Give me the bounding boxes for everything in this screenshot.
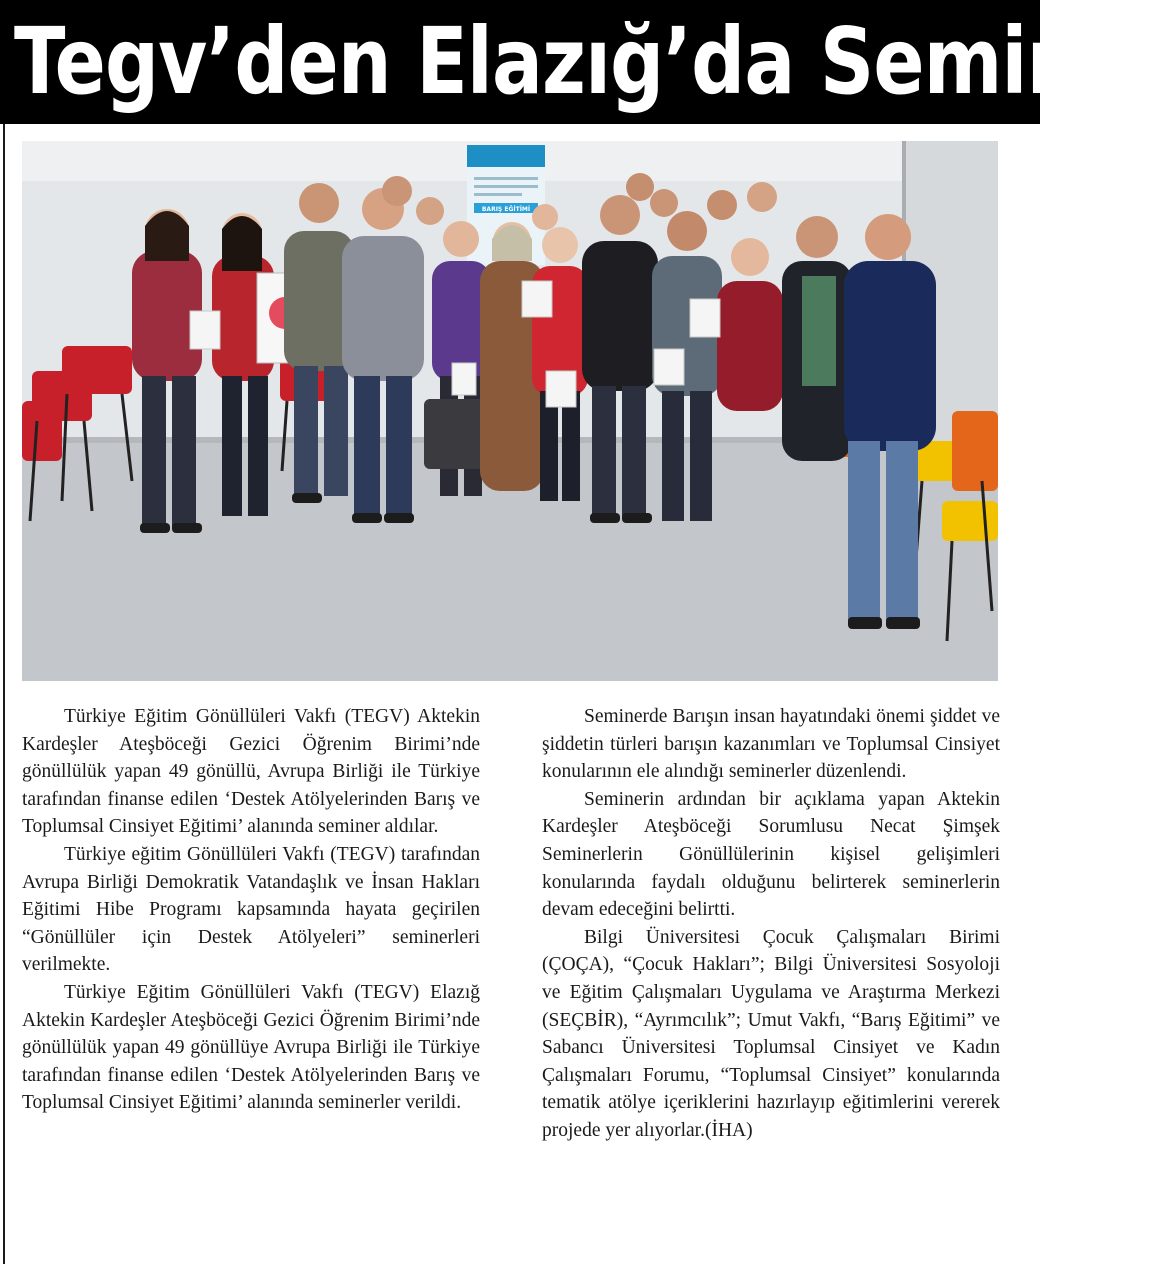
paragraph: Bilgi Üniversitesi Çocuk Çalışmaları Birimi (ÇOÇA), “Çocuk Hakları”; Bilgi Üniversitesi Sosyoloji ve Eğitim Çalışmaları Uygulama ve Araştırma Merkezi (SEÇBİR), “Ayrımcılık”; Umut Vakfı, “Barış Eğitimi” ve Sabancı Üniversitesi Toplumsal Cinsiyet ve Kadın Çalışmaları Forumu, “Toplumsal Cinsiyet” konularında tematik atölye içeriklerini hazırlayıp eğitimlerini vererek projede yer alıyorlar.(İHA) xyxy=(542,926,1000,1141)
column-rule xyxy=(3,124,5,1264)
group-photo xyxy=(22,141,998,681)
paragraph: Türkiye Eğitim Gönüllüleri Vakfı (TEGV) Aktekin Kardeşler Ateşböceği Gezici Öğrenim Birimi’nde gönüllülük yapan 49 gönüllü, Avrupa Birliği ile Türkiye tarafından finanse edilen ‘Destek Atölyelerinden Barış ve Toplumsal Cinsiyet Eğitimi’ alanında seminer aldılar. xyxy=(22,706,480,838)
paragraph: Seminerin ardından bir açıklama yapan Aktekin Kardeşler Ateşböceği Sorumlusu Necat Şimşek Seminerlerin Gönüllülerinin kişisel gelişimleri konularında faydalı olduğunu belirterek seminerlerin devam edeceğini belirtti. xyxy=(542,788,1000,921)
paragraph: Seminerde Barışın insan hayatındaki önemi şiddet ve şiddetin türleri barışın kazanımları ve Toplumsal Cinsiyet konularının ele alındığı seminerler düzenlendi. xyxy=(542,706,1000,783)
article-column-right xyxy=(542,703,1000,1145)
article-body xyxy=(22,703,1000,1145)
article-column-left xyxy=(22,703,480,1145)
paragraph: Türkiye eğitim Gönüllüleri Vakfı (TEGV) tarafından Avrupa Birliği Demokratik Vatandaşlık ve İnsan Hakları Eğitimi Hibe Programı kapsamında hayata geçirilen “Gönüllüler için Destek Atölyeleri” seminerleri verilmekte. xyxy=(22,843,480,976)
paragraph: Türkiye Eğitim Gönüllüleri Vakfı (TEGV) Elazığ Aktekin Kardeşler Ateşböceği Gezici Öğrenim Birimi’nde gönüllülük yapan 49 gönüllüye Avrupa Birliği ile Türkiye tarafından finanse edilen ‘Destek Atölyelerinden Barış ve Toplumsal Cinsiyet Eğitimi’ alanında seminerler verildi. xyxy=(22,981,480,1114)
headline: Tegv’den Elazığ’da Seminer xyxy=(14,8,1166,115)
group-photo-illustration xyxy=(22,141,998,681)
headline-bar xyxy=(0,0,1166,124)
banner-text: BARIŞ EĞİTİMİ xyxy=(481,206,531,213)
